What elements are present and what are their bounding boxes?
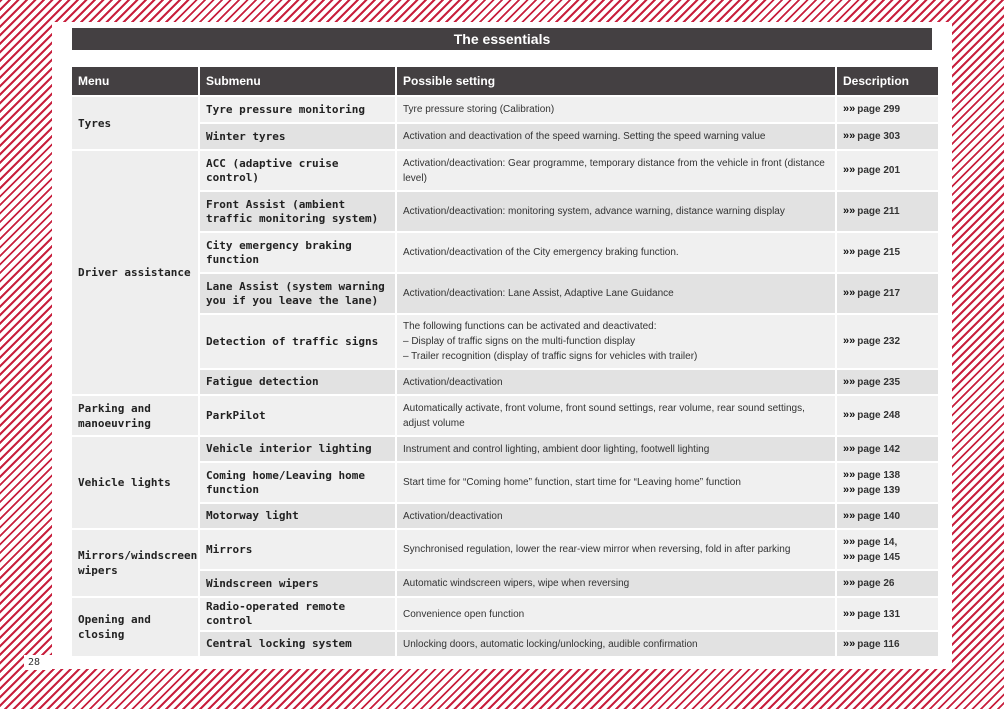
menu-cell: Tyres — [72, 97, 198, 149]
table-row — [72, 437, 938, 461]
page-reference-text: page 131 — [857, 608, 901, 620]
page-reference-text: page 116 — [857, 638, 900, 650]
submenu-cell: City emergency braking function — [200, 233, 395, 272]
description-cell — [837, 598, 938, 630]
setting-cell — [397, 396, 835, 435]
submenu-cell: Fatigue detection — [200, 370, 395, 394]
page-title: The essentials — [72, 28, 932, 50]
page-reference-text: page 217 — [857, 288, 901, 299]
description-cell — [837, 124, 938, 149]
page-reference-text: page 142 — [857, 443, 901, 455]
setting-line: Start time for “Coming home” function, start time for “Leaving home” function — [403, 477, 741, 488]
page-reference-link[interactable] — [843, 442, 932, 457]
page-reference-link[interactable] — [843, 535, 932, 550]
double-chevron-icon: »» — [843, 637, 856, 650]
double-chevron-icon: »» — [843, 535, 856, 548]
double-chevron-icon: »» — [843, 607, 856, 620]
submenu-cell: Front Assist (ambient traffic monitoring system) — [200, 192, 395, 231]
submenu-cell: ParkPilot — [200, 396, 395, 435]
page-reference-link[interactable] — [843, 483, 932, 498]
double-chevron-icon: »» — [843, 335, 856, 347]
header-setting: Possible setting — [397, 67, 835, 95]
table-row — [72, 504, 938, 528]
setting-line: Synchronised regulation, lower the rear-view mirror when reversing, fold in after parking — [403, 544, 791, 555]
submenu-cell: Motorway light — [200, 504, 395, 528]
submenu-cell: ACC (adaptive cruise control) — [200, 151, 395, 190]
setting-cell — [397, 124, 835, 149]
double-chevron-icon: »» — [843, 550, 856, 563]
page-number: 28 — [24, 655, 52, 670]
setting-line: Activation/deactivation — [403, 510, 503, 522]
description-cell — [837, 571, 938, 596]
setting-cell — [397, 315, 835, 368]
page-reference-link[interactable] — [843, 286, 932, 301]
page-reference-text: page 201 — [857, 165, 901, 176]
page-reference-link[interactable] — [843, 576, 932, 591]
description-cell — [837, 315, 938, 368]
page-reference-link[interactable] — [843, 550, 932, 565]
page-reference-link[interactable] — [843, 245, 932, 260]
submenu-cell: Detection of traffic signs — [200, 315, 395, 368]
page-reference-link[interactable] — [843, 129, 932, 144]
page-reference-text: page 145 — [857, 551, 901, 563]
setting-cell — [397, 192, 835, 231]
description-cell — [837, 632, 938, 656]
page-reference-text: page 139 — [857, 484, 901, 496]
submenu-cell: Winter tyres — [200, 124, 395, 149]
table-row — [72, 396, 938, 435]
table-row — [72, 233, 938, 272]
table-header-row — [72, 67, 938, 95]
setting-cell — [397, 530, 835, 569]
submenu-cell: Windscreen wipers — [200, 571, 395, 596]
submenu-cell: Mirrors — [200, 530, 395, 569]
page-reference-link[interactable] — [843, 102, 932, 117]
page-reference-link[interactable] — [843, 607, 932, 622]
header-description: Description — [837, 67, 938, 95]
page-reference-text: page 232 — [857, 336, 901, 347]
setting-line: Activation/deactivation: monitoring system, advance warning, distance warning display — [403, 206, 785, 217]
page-reference-link[interactable] — [843, 163, 932, 178]
submenu-cell: Coming home/Leaving home function — [200, 463, 395, 502]
setting-line: – Display of traffic signs on the multi-function display — [403, 336, 636, 347]
submenu-cell: Radio-operated remote control — [200, 598, 395, 630]
description-cell — [837, 370, 938, 394]
double-chevron-icon: »» — [843, 205, 856, 217]
double-chevron-icon: »» — [843, 409, 856, 421]
page-reference-text: page 26 — [857, 578, 895, 589]
setting-cell — [397, 233, 835, 272]
setting-cell — [397, 504, 835, 528]
setting-line: – Trailer recognition (display of traffic signs for vehicles with trailer) — [403, 351, 698, 362]
setting-cell — [397, 571, 835, 596]
page-reference-text: page 248 — [857, 410, 901, 421]
submenu-cell: Tyre pressure monitoring — [200, 97, 395, 122]
page-reference-text: page 215 — [857, 247, 901, 258]
setting-line: Activation/deactivation — [403, 376, 503, 388]
table-row — [72, 97, 938, 122]
setting-cell — [397, 370, 835, 394]
setting-cell — [397, 598, 835, 630]
double-chevron-icon: »» — [843, 483, 856, 496]
setting-line: Automatic windscreen wipers, wipe when reversing — [403, 578, 630, 589]
table-row — [72, 571, 938, 596]
setting-line: Activation/deactivation of the City emergency braking function. — [403, 247, 679, 258]
page-reference-link[interactable] — [843, 334, 932, 349]
table-row — [72, 632, 938, 656]
page-reference-text: page 211 — [857, 206, 900, 217]
table-row — [72, 192, 938, 231]
table-row — [72, 598, 938, 630]
double-chevron-icon: »» — [843, 103, 856, 115]
double-chevron-icon: »» — [843, 442, 856, 455]
setting-cell — [397, 274, 835, 313]
page-reference-link[interactable] — [843, 204, 932, 219]
submenu-cell: Central locking system — [200, 632, 395, 656]
setting-cell — [397, 437, 835, 461]
double-chevron-icon: »» — [843, 468, 856, 481]
header-submenu: Submenu — [200, 67, 395, 95]
table-row — [72, 530, 938, 569]
setting-cell — [397, 97, 835, 122]
page-reference-link[interactable] — [843, 375, 932, 390]
table-row — [72, 274, 938, 313]
double-chevron-icon: »» — [843, 164, 856, 176]
double-chevron-icon: »» — [843, 577, 856, 589]
description-cell — [837, 274, 938, 313]
page-reference-text: page 299 — [857, 104, 901, 115]
setting-line: Tyre pressure storing (Calibration) — [403, 104, 555, 115]
menu-cell: Driver assistance — [72, 151, 198, 394]
setting-line: Automatically activate, front volume, front sound settings, rear volume, rear sound settings, adjust volume — [403, 402, 805, 429]
page-reference-text: page 138 — [857, 469, 901, 481]
description-cell — [837, 530, 938, 569]
setting-cell — [397, 632, 835, 656]
setting-cell — [397, 463, 835, 502]
setting-line: Activation/deactivation: Lane Assist, Adaptive Lane Guidance — [403, 288, 674, 299]
page-reference-text: page 235 — [857, 376, 901, 388]
setting-line: Unlocking doors, automatic locking/unlocking, audible confirmation — [403, 638, 698, 650]
setting-line: Activation and deactivation of the speed warning. Setting the speed warning value — [403, 131, 766, 142]
double-chevron-icon: »» — [843, 130, 856, 142]
setting-cell — [397, 151, 835, 190]
description-cell — [837, 192, 938, 231]
header-menu: Menu — [72, 67, 198, 95]
double-chevron-icon: »» — [843, 287, 856, 299]
menu-cell: Parking and manoeuvring — [72, 396, 198, 435]
submenu-cell: Lane Assist (system warning you if you leave the lane) — [200, 274, 395, 313]
submenu-cell: Vehicle interior lighting — [200, 437, 395, 461]
menu-cell: Mirrors/windscreen wipers — [72, 530, 198, 596]
table-row — [72, 370, 938, 394]
table-row — [72, 315, 938, 368]
setting-line: Activation/deactivation: Gear programme, temporary distance from the vehicle in front (distance level) — [403, 157, 825, 184]
page-reference-link[interactable] — [843, 408, 932, 423]
settings-table — [70, 65, 940, 658]
setting-line: Instrument and control lighting, ambient door lighting, footwell lighting — [403, 443, 710, 455]
page-reference-link[interactable] — [843, 468, 932, 483]
page-reference-link[interactable] — [843, 509, 932, 524]
page-reference-link[interactable] — [843, 637, 932, 652]
description-cell — [837, 151, 938, 190]
menu-cell: Vehicle lights — [72, 437, 198, 528]
page-reference-text: page 14, — [857, 536, 898, 548]
description-cell — [837, 233, 938, 272]
setting-line: The following functions can be activated and deactivated: — [403, 321, 657, 332]
double-chevron-icon: »» — [843, 509, 856, 522]
table-row — [72, 463, 938, 502]
description-cell — [837, 463, 938, 502]
menu-cell: Opening and closing — [72, 598, 198, 656]
double-chevron-icon: »» — [843, 375, 856, 388]
table-row — [72, 151, 938, 190]
description-cell — [837, 97, 938, 122]
page-reference-text: page 303 — [857, 131, 901, 142]
setting-line: Convenience open function — [403, 608, 525, 620]
description-cell — [837, 396, 938, 435]
description-cell — [837, 504, 938, 528]
page-reference-text: page 140 — [857, 510, 901, 522]
table-row — [72, 124, 938, 149]
description-cell — [837, 437, 938, 461]
double-chevron-icon: »» — [843, 246, 856, 258]
